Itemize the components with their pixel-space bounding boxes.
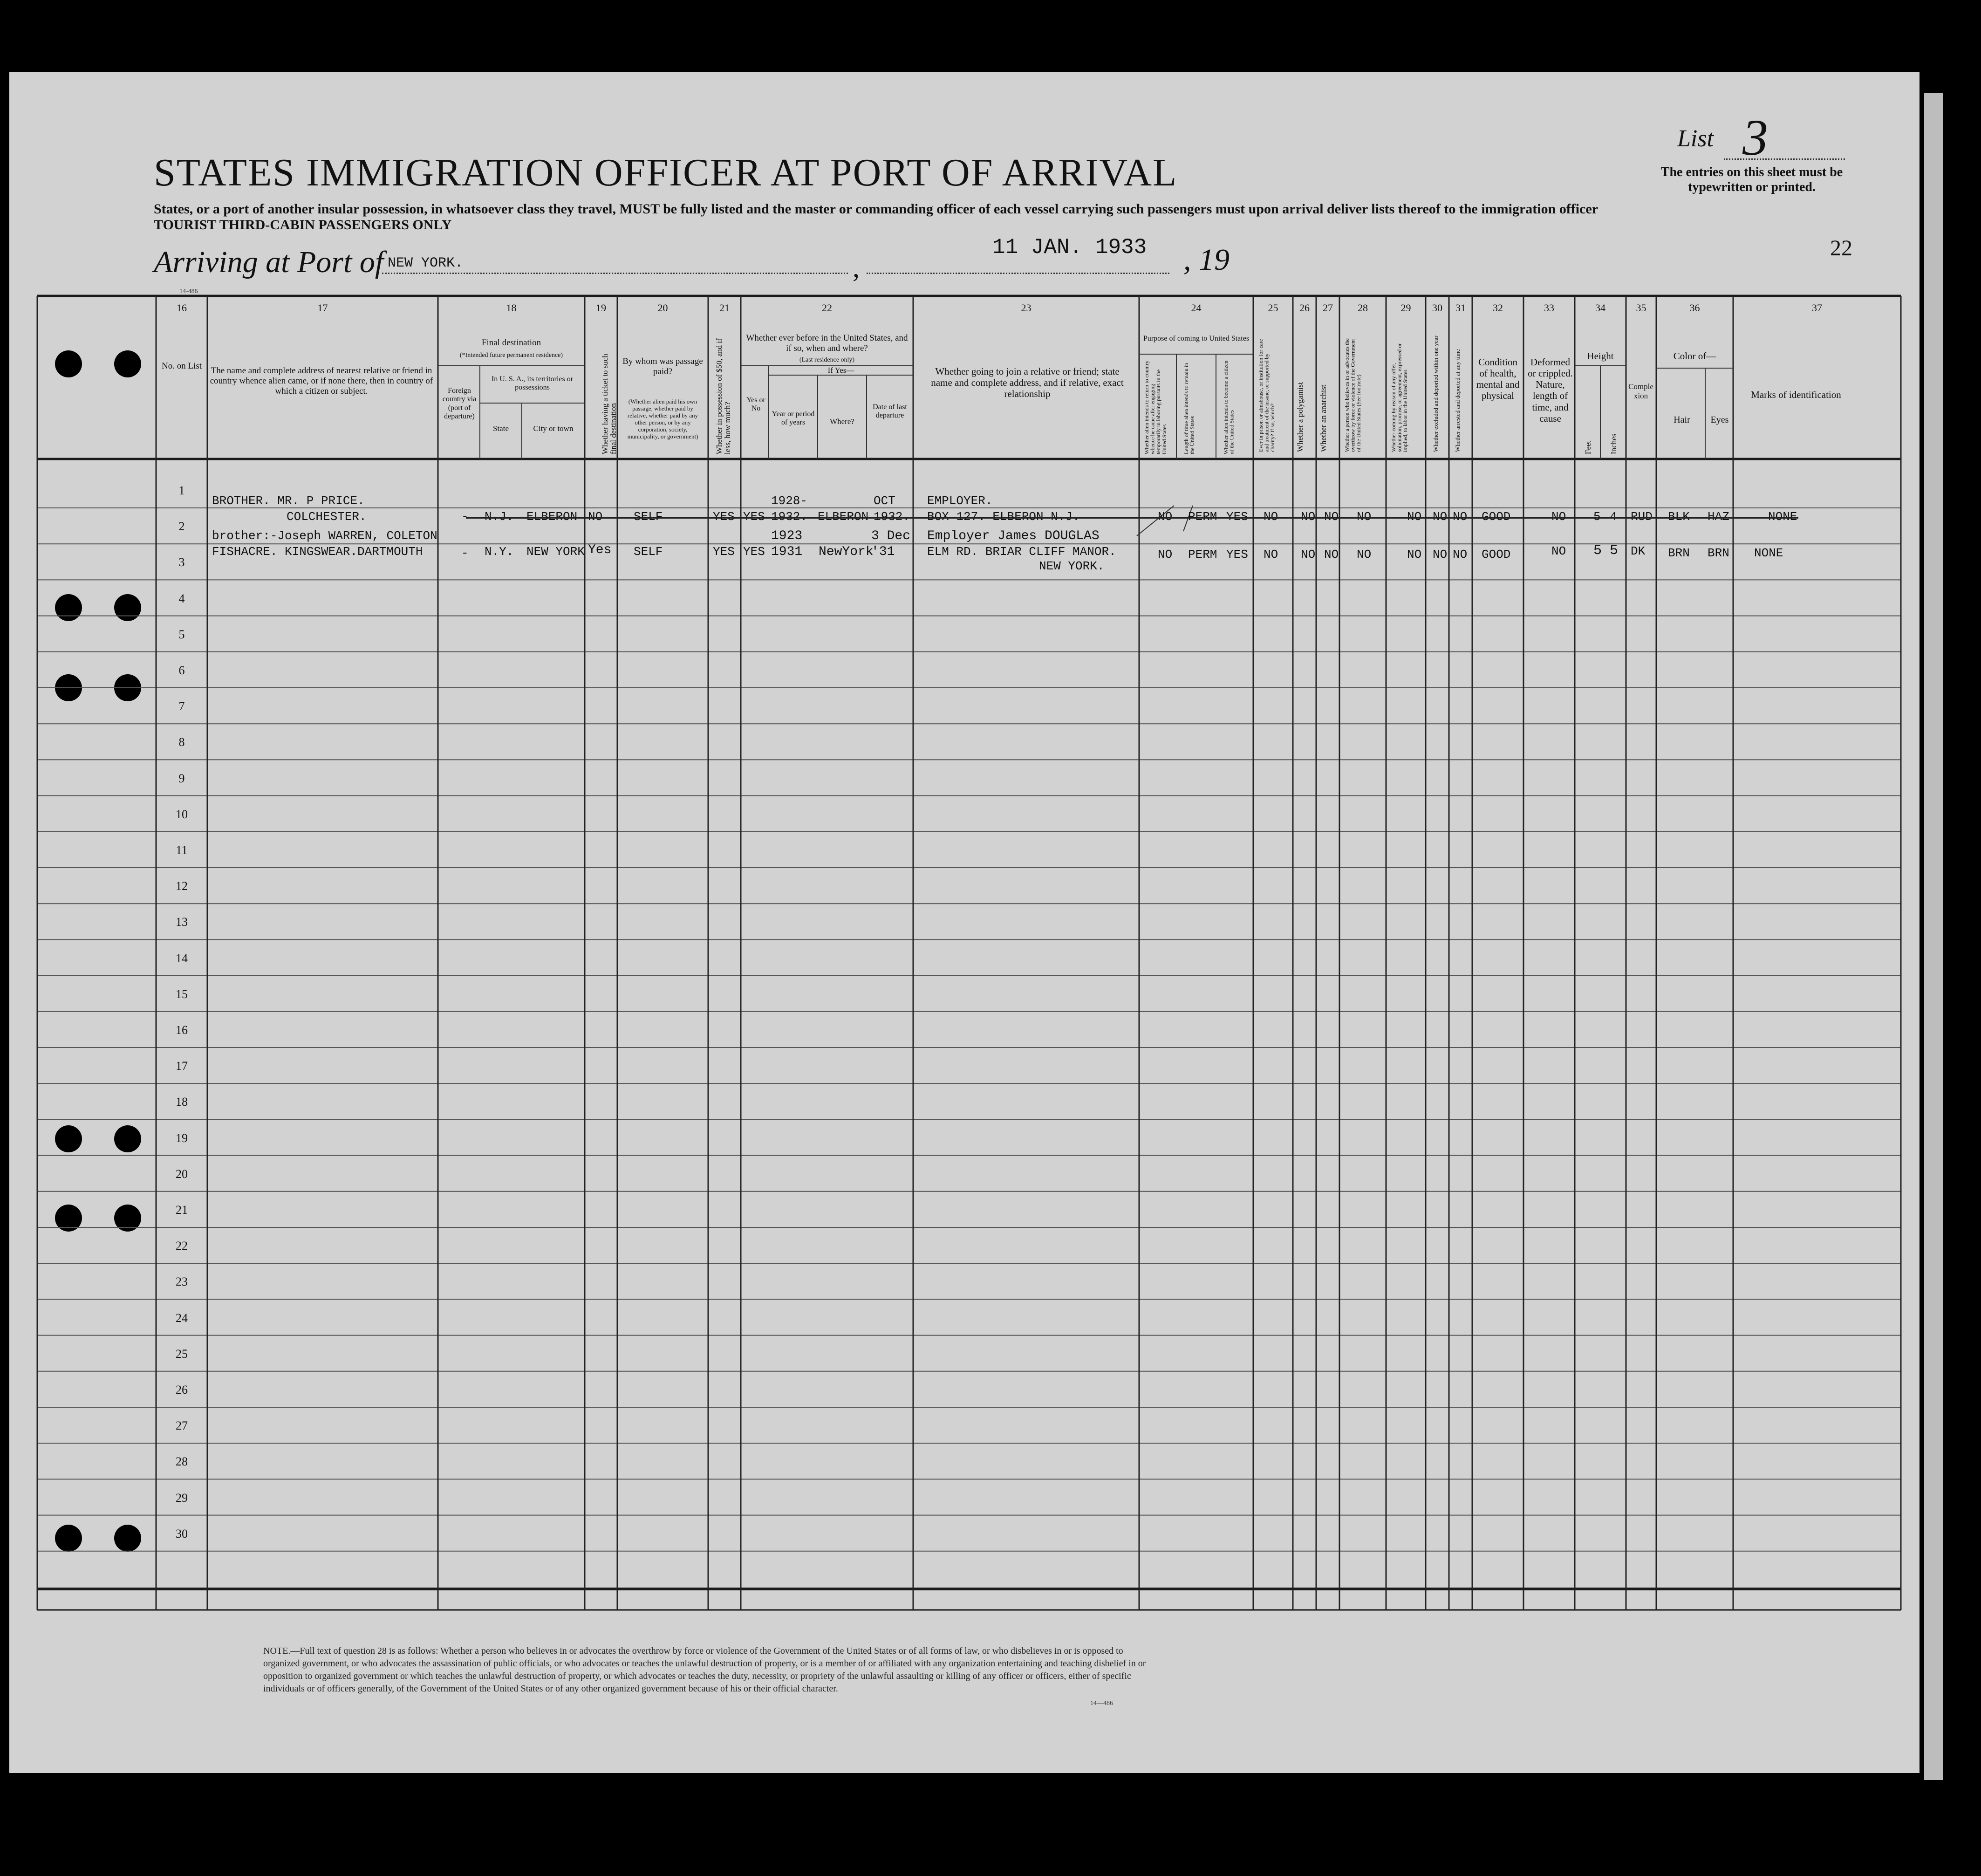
purpose-citizen-header: Whether alien intends to become a citizen of the United States	[1223, 360, 1235, 454]
column-number: 21	[719, 302, 730, 314]
row1-feet: 5	[1593, 510, 1601, 524]
row1-offer: NO	[1407, 510, 1422, 524]
column-number: 18	[506, 302, 517, 314]
column-number: 36	[1689, 302, 1700, 314]
row2-ticket: Yes	[588, 543, 612, 557]
row1-excluded: NO	[1433, 510, 1448, 524]
row-number: 14	[176, 951, 188, 965]
purpose-header: Purpose of coming to United States	[1143, 335, 1250, 342]
row-number: 16	[176, 1023, 188, 1037]
paid-by-sub: (Whether alien paid his own passage, whether paid by relative, whether paid by any other person, or by any corporation, society, municipality, or government)	[627, 398, 698, 440]
row1-hair: BLK	[1668, 510, 1690, 524]
row-number: 30	[176, 1527, 188, 1541]
row1-deported: NO	[1453, 510, 1468, 524]
row1-overthrow: NO	[1357, 510, 1372, 524]
column-number: 30	[1432, 302, 1442, 314]
row2-health: GOOD	[1482, 548, 1511, 561]
row1-eyes: HAZ	[1708, 510, 1729, 524]
before-in-us-sub: (Last residence only)	[799, 356, 855, 363]
arrival-date: 11 JAN. 1933	[992, 235, 1147, 260]
deformed-header: Deformed or crippled. Nature, length of time, and cause	[1528, 356, 1573, 424]
row1-strikethrough	[466, 517, 1798, 519]
inches-header: Inches	[1609, 433, 1618, 454]
footnote-code: 14—486	[1090, 1700, 1113, 1707]
row-number: 3	[178, 555, 185, 569]
foreign-country-header: Foreign country via (port of departure)	[442, 387, 477, 421]
row1-length: PERM	[1188, 510, 1217, 524]
row-number: 17	[176, 1059, 188, 1073]
column-number: 23	[1021, 302, 1031, 314]
no-on-list-header: No. on List	[161, 361, 202, 371]
row1-years: 1928-	[771, 494, 808, 508]
state-header: State	[493, 424, 509, 433]
list-label: List	[1677, 125, 1714, 152]
form-instructions: States, or a port of another insular possession, in whatsoever class they travel, MUST be fully listed and the master or commanding officer of each vessel carrying such passengers must upon arrival deliver lists thereof to the immigration officer	[154, 201, 1598, 217]
row-number: 10	[176, 807, 188, 821]
column-number: 37	[1812, 302, 1822, 314]
row-number: 13	[176, 915, 188, 929]
column-number: 34	[1595, 302, 1605, 314]
list-number: 3	[1742, 109, 1768, 166]
money-header: Whether in possession of $50, and if less, how much?	[715, 338, 732, 454]
form-code: 14-486	[179, 288, 198, 295]
row2-return: NO	[1158, 548, 1173, 561]
row-number: 6	[178, 664, 185, 677]
row-number: 8	[178, 735, 185, 749]
row1-complexion: RUD	[1631, 510, 1653, 524]
before-in-us-header: Whether ever before in the United States, and if so, when and where?	[746, 333, 908, 353]
complexion-header: Complexion	[1628, 382, 1653, 400]
row2-prison: NO	[1264, 548, 1278, 561]
column-number: 22	[822, 302, 832, 314]
passenger-class: TOURIST THIRD-CABIN PASSENGERS ONLY	[154, 217, 452, 233]
row2-inches: 5	[1610, 543, 1619, 559]
column-number: 28	[1358, 302, 1368, 314]
row2-relative: brother:-Joseph WARREN, COLETON	[212, 529, 437, 543]
year-header: Year or period of years	[772, 410, 815, 427]
row2-foreign: -	[461, 546, 469, 560]
last-departure-header: Date of last departure	[873, 403, 907, 420]
marks-header: Marks of identification	[1751, 389, 1841, 400]
row2-offer: NO	[1407, 548, 1422, 561]
row1-inches: 4	[1610, 510, 1617, 524]
row1-anarchist: NO	[1324, 510, 1339, 524]
row1-citizen: YES	[1226, 510, 1248, 524]
relative-header: The name and complete address of nearest relative or friend in country whence alien came, or if none there, then in country of which a citizen or subject.	[210, 366, 433, 396]
row-number: 11	[176, 843, 188, 857]
height-header: Height	[1587, 350, 1614, 362]
column-number: 17	[317, 302, 328, 314]
row1-health: GOOD	[1482, 510, 1511, 524]
deported-header: Whether arrested and deported at any time	[1454, 349, 1461, 452]
row2-state: N.Y.	[485, 545, 514, 559]
row-number: 1	[178, 484, 185, 497]
row2-money: YES	[713, 545, 735, 559]
row-number: 21	[176, 1203, 188, 1217]
purpose-return-header: Whether alien intends to return to country whence he came after engaging temporarily in laboring pursuits in the United States	[1143, 360, 1168, 454]
list-note: The entries on this sheet must be typewritten or printed.	[1660, 165, 1843, 195]
port-of-arrival: NEW YORK.	[388, 255, 464, 271]
anarchist-header: Whether an anarchist	[1319, 384, 1328, 452]
row-number: 26	[176, 1383, 188, 1397]
arriving-label: Arriving at Port of	[154, 245, 384, 279]
row2-join3: NEW YORK.	[1039, 559, 1105, 573]
row-number: 19	[176, 1131, 188, 1145]
row-number: 24	[176, 1311, 188, 1325]
where-header: Where?	[830, 417, 854, 426]
row1-prison: NO	[1264, 510, 1278, 524]
row2-years2: 1931	[771, 545, 803, 559]
row-number: 12	[176, 879, 188, 893]
row-number: 9	[178, 771, 185, 785]
row1-return: NO	[1158, 510, 1173, 524]
final-destination-sub: (*Intended future permanent residence)	[459, 352, 563, 359]
purpose-length-header: Length of time alien intends to remain in the United States	[1183, 363, 1195, 454]
row1-money: YES	[713, 510, 735, 524]
row2-feet: 5	[1593, 543, 1602, 559]
row1-relative-city: COLCHESTER.	[287, 510, 367, 524]
row1-last-departure2: 1932.	[874, 510, 910, 524]
health-header: Condition of health, mental and physical	[1476, 356, 1520, 402]
column-number: 19	[596, 302, 606, 314]
ticket-header: Whether having a ticket to such final destination	[601, 354, 618, 454]
city-header: City or town	[533, 424, 574, 433]
row2-length: PERM	[1188, 548, 1217, 561]
row-number: 29	[176, 1491, 188, 1505]
column-number: 20	[657, 302, 668, 314]
row2-where: NewYork	[819, 545, 874, 559]
column-number: 31	[1455, 302, 1466, 314]
feet-header: Feet	[1584, 440, 1592, 454]
row1-last-departure: OCT	[874, 494, 895, 508]
column-number: 26	[1299, 302, 1310, 314]
row1-deformed: NO	[1551, 510, 1566, 524]
usa-header: In U. S. A., its territories or possessions	[491, 375, 574, 392]
color-header: Color of—	[1673, 350, 1716, 362]
column-number: 24	[1191, 302, 1202, 314]
hair-header: Hair	[1674, 415, 1690, 425]
row-number: 4	[178, 591, 185, 605]
row2-relative-city: FISHACRE. KINGSWEAR.DARTMOUTH	[212, 545, 423, 559]
row2-last-departure2: '31	[871, 545, 895, 559]
column-number: 25	[1268, 302, 1278, 314]
footnote: NOTE.—Full text of question 28 is as follows: Whether a person who believes in or advocates the overthrow by force or violence of the Government of the United States or of all forms of law, or who disbelieves in or is opposed to organized government, or who advocates the assassination of public officials, or who advocates or teaches the unlawful destruction of property, or is a member of or affiliated with any organization entertaining and teaching disbelief in or opposition to organized government or which teaches the unlawful destruction of property, or which advocates or teaches the duty, necessity, or propriety of the unlawful assaulting or killing of any officer or officers, either of specific individuals or of officers generally, of the Government of the United States or of any other organized government because of his or their official character.	[263, 1646, 1146, 1694]
row2-join: Employer James DOUGLAS	[927, 529, 1100, 543]
row1-marks: NONE	[1768, 510, 1797, 524]
column-number: 27	[1323, 302, 1333, 314]
column-number: 32	[1493, 302, 1503, 314]
page-number: 22	[1830, 236, 1852, 260]
row-number: 2	[178, 520, 185, 534]
column-number: 33	[1544, 302, 1554, 314]
yes-no-header: Yes or No	[746, 396, 765, 413]
row2-polygamist: NO	[1301, 548, 1316, 561]
row2-deformed: NO	[1551, 544, 1566, 558]
row2-city: NEW YORK	[526, 545, 585, 559]
final-destination-header: Final destination	[481, 338, 541, 348]
paid-by-header: By whom was passage paid?	[622, 356, 703, 377]
row-number: 25	[176, 1347, 188, 1361]
row2-before: YES	[743, 545, 765, 559]
prison-header: Ever in prison or almshouse, or institution for care and treatment of the insane, or supported by charity? If so, which?	[1257, 339, 1276, 452]
row2-excluded: NO	[1433, 548, 1448, 561]
row-number: 5	[178, 627, 185, 641]
row2-join2: ELM RD. BRIAR CLIFF MANOR.	[927, 545, 1116, 559]
if-yes-header: If Yes—	[827, 366, 854, 375]
excluded-header: Whether excluded and deported within one year	[1432, 335, 1439, 452]
row2-years: 1923	[771, 529, 803, 543]
row2-anarchist: NO	[1324, 548, 1339, 561]
labor-offer-header: Whether coming by reason of any offer, solicitation, promise, or agreement, expressed or implied, to labor in the United States	[1390, 343, 1409, 452]
polygamist-header: Whether a polygamist	[1296, 382, 1305, 452]
row2-marks: NONE	[1754, 546, 1783, 560]
row-number: 7	[178, 699, 185, 713]
row1-years2: 1932.	[771, 510, 808, 524]
row2-overthrow: NO	[1357, 548, 1372, 561]
year-prefix: , 19	[1183, 243, 1230, 277]
row-number: 15	[176, 987, 188, 1001]
row-number: 28	[176, 1455, 188, 1469]
row2-hair: BRN	[1668, 546, 1690, 560]
row2-citizen: YES	[1226, 548, 1248, 561]
row1-city: ELBERON	[526, 510, 578, 524]
row1-before: YES	[743, 510, 765, 524]
row1-foreign: -	[461, 510, 469, 524]
row1-join: EMPLOYER.	[927, 494, 993, 508]
row2-complexion: DK	[1631, 544, 1646, 558]
row-number: 23	[176, 1275, 188, 1289]
row1-state: N.J.	[485, 510, 514, 524]
join-relative-header: Whether going to join a relative or friend; state name and complete address, and if relative, exact relationship	[931, 366, 1124, 400]
form-title: STATES IMMIGRATION OFFICER AT PORT OF ARRIVAL	[154, 151, 1178, 194]
row2-eyes: BRN	[1708, 546, 1729, 560]
row2-deported: NO	[1453, 548, 1468, 561]
row1-ticket: NO	[588, 510, 603, 524]
row-number: 20	[176, 1167, 188, 1181]
overthrow-header: Whether a person who believes in or advocates the overthrow by force or violence of the Government of the United States (See footnote)	[1344, 338, 1362, 452]
row2-last-departure: 3 Dec	[871, 529, 911, 543]
row2-paid-by: SELF	[634, 545, 663, 559]
row-number: 18	[176, 1095, 188, 1109]
column-number: 16	[177, 302, 187, 314]
row-number: 22	[176, 1239, 188, 1253]
row1-paid-by: SELF	[634, 510, 663, 524]
row-number: 27	[176, 1419, 188, 1433]
column-number: 35	[1636, 302, 1646, 314]
row1-polygamist: NO	[1301, 510, 1316, 524]
row1-join2: BOX 127. ELBERON N.J.	[927, 510, 1080, 524]
row1-relative: BROTHER. MR. P PRICE.	[212, 494, 365, 508]
eyes-header: Eyes	[1710, 415, 1729, 425]
column-number: 29	[1400, 302, 1411, 314]
row1-where: ELBERON	[818, 510, 869, 524]
